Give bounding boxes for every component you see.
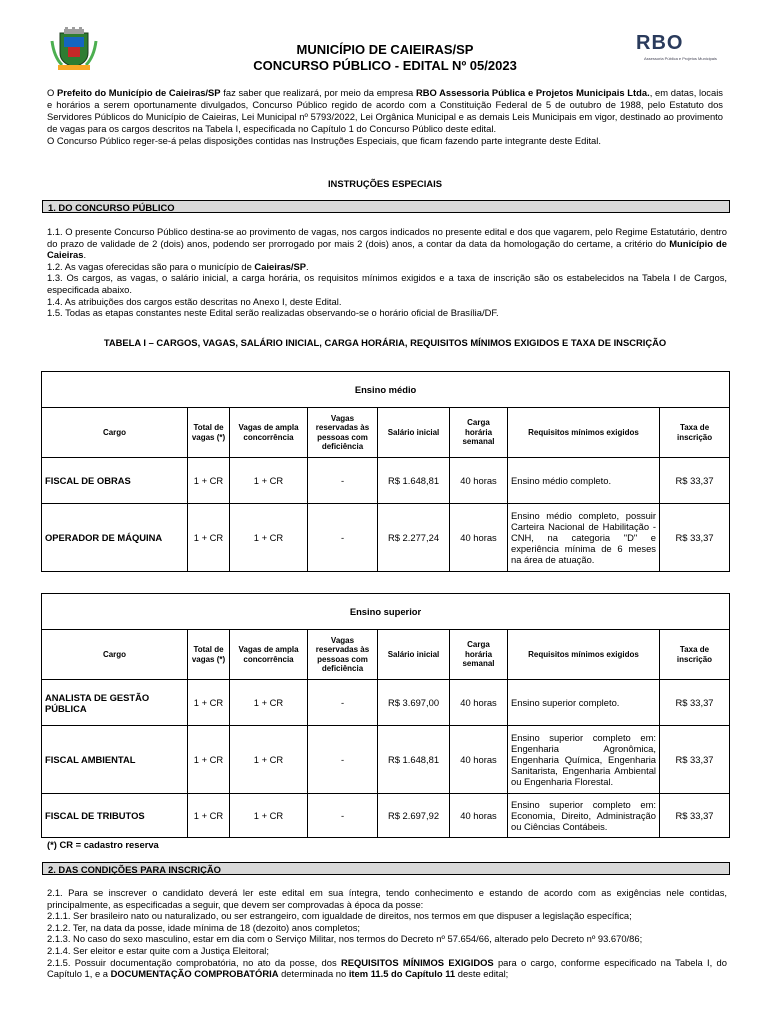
rbo-logo-text: RBO	[636, 32, 684, 54]
cell-total: 1 + CR	[188, 504, 230, 572]
cell-reservadas: -	[308, 794, 378, 838]
cell-requisitos: Ensino médio completo, possuir Carteira Nacional de Habilitação - CNH, na categoria "D" e experiência mínima de 6 meses na área de atuação.	[508, 504, 660, 572]
table-caption: Ensino médio	[42, 372, 730, 408]
cell-ampla: 1 + CR	[230, 794, 308, 838]
cell-reservadas: -	[308, 726, 378, 794]
intro-paragraph-2: O Concurso Público reger-se-á pelas disposições contidas nas Instruções Especiais, que ficam fazendo parte integrante deste Edital.	[47, 135, 601, 146]
cell-cargo: FISCAL AMBIENTAL	[42, 726, 188, 794]
cell-ampla: 1 + CR	[230, 680, 308, 726]
col-header-ampla: Vagas de ampla concorrência	[230, 408, 308, 458]
table-legend: (*) CR = cadastro reserva	[47, 839, 159, 850]
cell-carga: 40 horas	[450, 458, 508, 504]
section-1-text	[47, 226, 727, 319]
col-header-total: Total de vagas (*)	[188, 408, 230, 458]
cell-requisitos: Ensino superior completo em: Engenharia Agronômica, Engenharia Química, Engenharia Sanitarista, Engenharia Ambiental ou Engenharia Florestal.	[508, 726, 660, 794]
cell-cargo: OPERADOR DE MÁQUINA	[42, 504, 188, 572]
cell-salario: R$ 1.648,81	[378, 726, 450, 794]
table-row	[42, 680, 730, 726]
cell-total: 1 + CR	[188, 794, 230, 838]
col-header-salario: Salário inicial	[378, 408, 450, 458]
col-header-cargo: Cargo	[42, 408, 188, 458]
section-2-header: 2. DAS CONDIÇÕES PARA INSCRIÇÃO	[42, 862, 730, 875]
cell-reservadas: -	[308, 458, 378, 504]
cell-total: 1 + CR	[188, 726, 230, 794]
cell-reservadas: -	[308, 504, 378, 572]
item-2-1-2: 2.1.2. Ter, na data da posse, idade mínima de 18 (dezoito) anos completos;	[47, 921, 361, 933]
table-row	[42, 794, 730, 838]
cell-taxa: R$ 33,37	[660, 726, 730, 794]
cell-ampla: 1 + CR	[230, 726, 308, 794]
section-2-text	[47, 887, 727, 980]
cell-total: 1 + CR	[188, 680, 230, 726]
cell-total: 1 + CR	[188, 458, 230, 504]
item-1-1: 1.1. O presente Concurso Público destina-se ao provimento de vagas, nos cargos indicados no presente edital e dos que vagarem, pelo Regime Estatutário, dentro do prazo de validade de 2 (dois) anos, podendo ser prorrogado por mais 2 (dois) anos, a contar da data da homologação do certame, a critério do Município de Caieiras.	[47, 226, 727, 261]
col-header-requisitos: Requisitos mínimos exigidos	[508, 630, 660, 680]
table-caption: Ensino superior	[42, 594, 730, 630]
item-1-5: 1.5. Todas as etapas constantes neste Edital serão realizadas observando-se o horário oficial de Brasília/DF.	[47, 307, 499, 319]
col-header-carga: Carga horária semanal	[450, 630, 508, 680]
item-1-4: 1.4. As atribuições dos cargos estão descritas no Anexo I, deste Edital.	[47, 295, 342, 307]
cell-taxa: R$ 33,37	[660, 680, 730, 726]
intro-text	[47, 87, 723, 147]
item-2-1-1: 2.1.1. Ser brasileiro nato ou naturalizado, ou ser estrangeiro, com igualdade de direitos, nos termos em que dispuser a legislação específica;	[47, 910, 632, 922]
item-2-1-4: 2.1.4. Ser eleitor e estar quite com a Justiça Eleitoral;	[47, 944, 269, 956]
cell-taxa: R$ 33,37	[660, 458, 730, 504]
cell-requisitos: Ensino superior completo em: Economia, Direito, Administração ou Ciências Contábeis.	[508, 794, 660, 838]
table-row	[42, 726, 730, 794]
col-header-taxa: Taxa de inscrição	[660, 408, 730, 458]
col-header-total: Total de vagas (*)	[188, 630, 230, 680]
table-ensino-superior	[41, 593, 730, 838]
cell-carga: 40 horas	[450, 726, 508, 794]
col-header-salario: Salário inicial	[378, 630, 450, 680]
table-ensino-medio	[41, 371, 730, 572]
item-2-1: 2.1. Para se inscrever o candidato deverá ler este edital em sua íntegra, tendo conhecimento e estando de acordo com as exigências nele contidas, principalmente, as especificadas a seguir, que devem ser comprovadas à época da posse:	[47, 887, 727, 910]
cell-reservadas: -	[308, 680, 378, 726]
page-subtitle: CONCURSO PÚBLICO - EDITAL Nº 05/2023	[253, 58, 517, 73]
col-header-taxa: Taxa de inscrição	[660, 630, 730, 680]
item-1-3: 1.3. Os cargos, as vagas, o salário inicial, a carga horária, os requisitos mínimos exigidos e a taxa de inscrição são os estabelecidos na Tabela I de Cargos, especificada abaixo.	[47, 272, 727, 295]
col-header-reservadas: Vagas reservadas às pessoas com deficiência	[308, 630, 378, 680]
table-row	[42, 504, 730, 572]
rbo-logo-subtitle: Assessoria Pública e Projetos Municipais	[644, 56, 717, 61]
cell-requisitos: Ensino médio completo.	[508, 458, 660, 504]
intro-paragraph-1: O Prefeito do Município de Caieiras/SP faz saber que realizará, por meio da empresa RBO Assessoria Pública e Projetos Municipais Ltda., em datas, locais e horários a serem oportunamente divulgados, Concurso Público regido de acordo com a Constituição Federal de 5 de outubro de 1988, pelo Estatuto dos Servidores Públicos do Município de Caieiras, Lei Municipal nº 5793/2022, Lei Orgânica Municipal e as demais Leis Municipais em vigor, destinado ao provimento de vagas para os cargos descritos na Tabela I, especificada no Capítulo 1 do Concurso Público deste edital.	[47, 87, 723, 134]
instrucoes-heading: INSTRUÇÕES ESPECIAIS	[327, 178, 443, 189]
table-title: TABELA I – CARGOS, VAGAS, SALÁRIO INICIAL, CARGA HORÁRIA, REQUISITOS MÍNIMOS EXIGIDOS E TAXA DE INSCRIÇÃO	[103, 337, 667, 348]
item-2-1-5: 2.1.5. Possuir documentação comprobatória, no ato da posse, dos REQUISITOS MÍNIMOS EXIGIDOS para o cargo, conforme especificado na Tabela I, do Capítulo 1, e a DOCUMENTAÇÃO COMPROBATÓRIA determinada no item 11.5 do Capítulo 11 deste edital;	[47, 956, 727, 980]
section-1-header: 1. DO CONCURSO PÚBLICO	[42, 200, 730, 213]
cell-ampla: 1 + CR	[230, 458, 308, 504]
cell-taxa: R$ 33,37	[660, 504, 730, 572]
cell-salario: R$ 1.648,81	[378, 458, 450, 504]
item-2-1-3: 2.1.3. No caso do sexo masculino, estar em dia com o Serviço Militar, nos termos do Decreto nº 57.654/66, alterado pelo Decreto nº 93.670/86;	[47, 933, 643, 945]
col-header-reservadas: Vagas reservadas às pessoas com deficiência	[308, 408, 378, 458]
cell-cargo: ANALISTA DE GESTÃO PÚBLICA	[42, 680, 188, 726]
cell-carga: 40 horas	[450, 794, 508, 838]
cell-salario: R$ 2.277,24	[378, 504, 450, 572]
cell-cargo: FISCAL DE TRIBUTOS	[42, 794, 188, 838]
table-row	[42, 458, 730, 504]
item-1-2: 1.2. As vagas oferecidas são para o município de Caieiras/SP.	[47, 260, 309, 272]
col-header-carga: Carga horária semanal	[450, 408, 508, 458]
col-header-cargo: Cargo	[42, 630, 188, 680]
cell-salario: R$ 3.697,00	[378, 680, 450, 726]
cell-carga: 40 horas	[450, 504, 508, 572]
cell-taxa: R$ 33,37	[660, 794, 730, 838]
cell-salario: R$ 2.697,92	[378, 794, 450, 838]
cell-cargo: FISCAL DE OBRAS	[42, 458, 188, 504]
cell-carga: 40 horas	[450, 680, 508, 726]
page-title: MUNICÍPIO DE CAIEIRAS/SP	[296, 42, 474, 57]
col-header-ampla: Vagas de ampla concorrência	[230, 630, 308, 680]
col-header-requisitos: Requisitos mínimos exigidos	[508, 408, 660, 458]
cell-ampla: 1 + CR	[230, 504, 308, 572]
cell-requisitos: Ensino superior completo.	[508, 680, 660, 726]
